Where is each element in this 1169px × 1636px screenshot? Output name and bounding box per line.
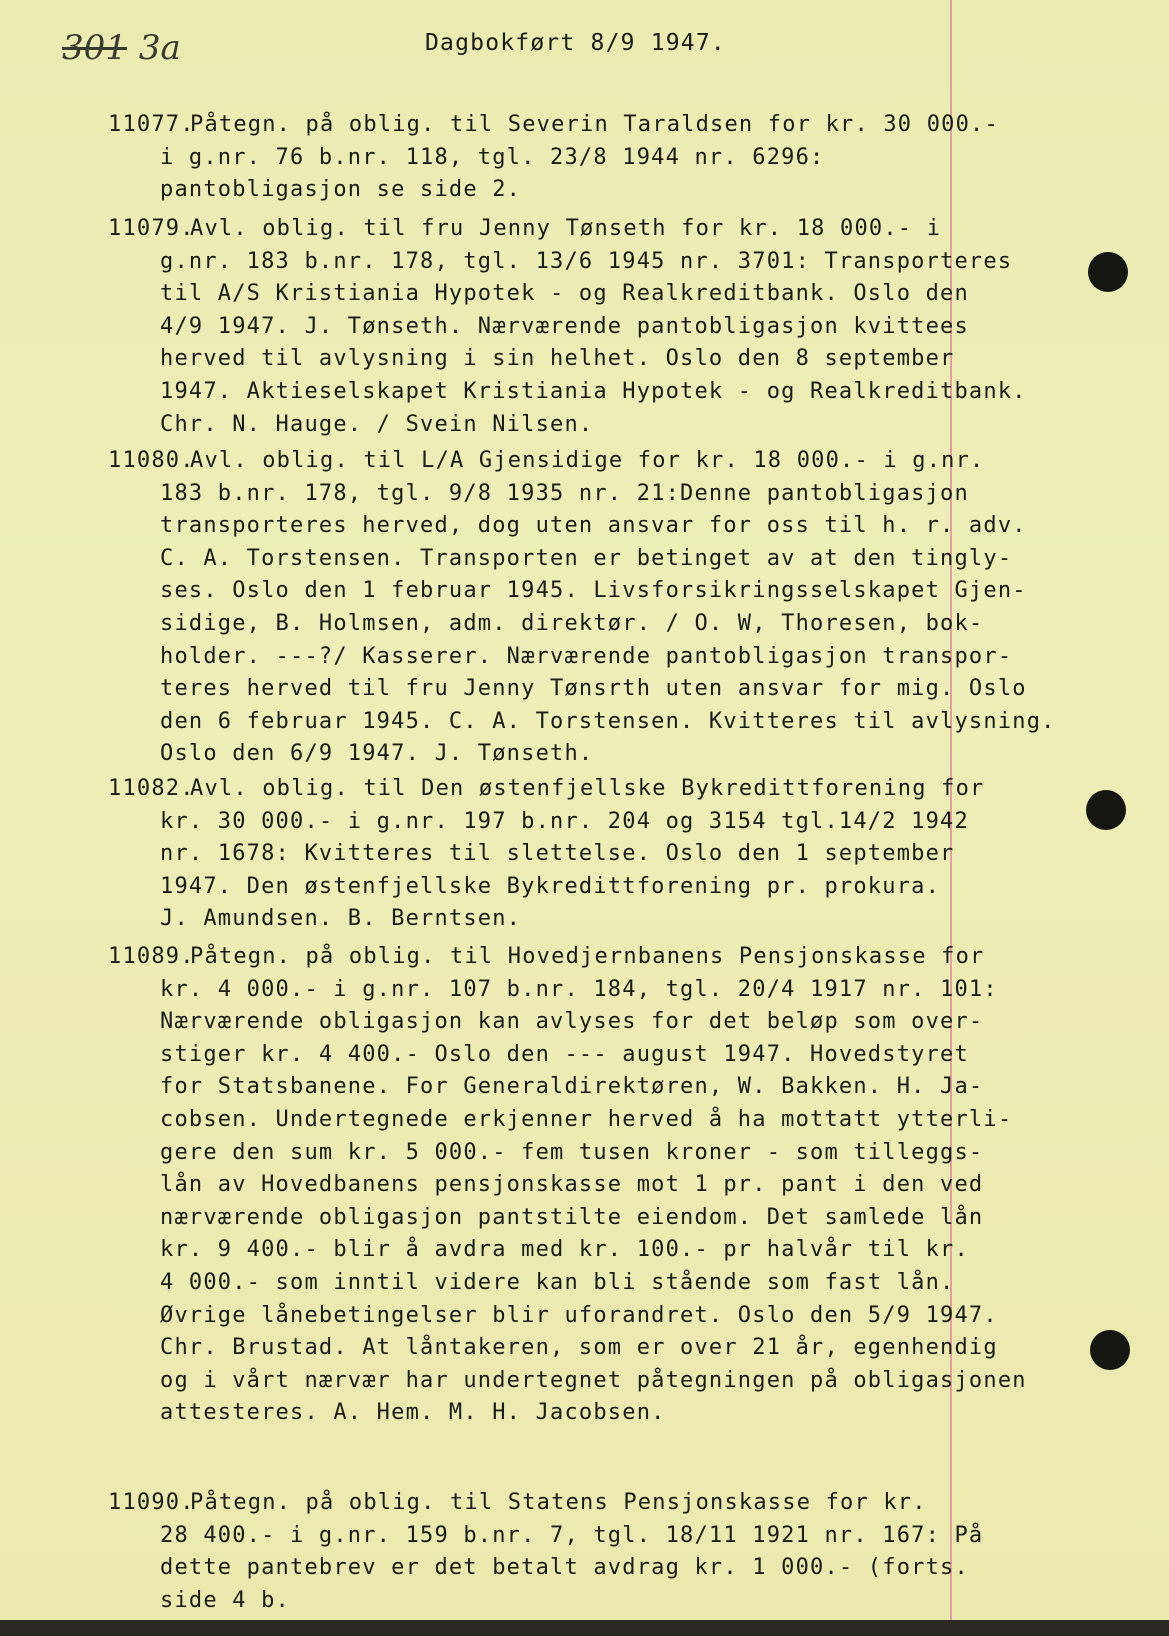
entry-text-line: Påtegn. på oblig. til Severin Taraldsen for kr. 30 000.- — [190, 112, 999, 137]
entry-text-line: stiger kr. 4 400.- Oslo den --- august 1947. Hovedstyret — [160, 1041, 969, 1067]
entry-number: 11089. — [108, 944, 195, 969]
entry-text-line: for Statsbanene. For Generaldirektøren, W. Bakken. H. Ja- — [160, 1074, 984, 1100]
punch-hole — [1088, 252, 1128, 292]
entry-text-line: cobsen. Undertegnede erkjenner herved å ha mottatt ytterli- — [160, 1107, 1013, 1132]
entry-text-line: teres herved til fru Jenny Tønsrth uten ansvar for mig. Oslo — [160, 676, 1027, 702]
entry-text-line: pantobligasjon se side 2. — [160, 177, 522, 203]
entry-text-line: C. A. Torstensen. Transporten er betinget av at den tingly- — [160, 545, 1013, 571]
entry-text-line: 4 000.- som inntil videre kan bli stående som fast lån. — [160, 1270, 955, 1295]
entry-number: 11082. — [108, 776, 195, 801]
page-number-mark — [62, 28, 181, 68]
entry-text-line: side 4 b. — [160, 1587, 291, 1613]
page-header: Dagbokført 8/9 1947. — [425, 30, 726, 56]
entry-text-line: i g.nr. 76 b.nr. 118, tgl. 23/8 1944 nr. 6296: — [160, 144, 825, 170]
entry-text-line: g.nr. 183 b.nr. 178, tgl. 13/6 1945 nr. 3701: Transporteres — [160, 248, 1013, 274]
page-label: 3a — [138, 28, 181, 68]
entry-text-line: Påtegn. på oblig. til Statens Pensjonskasse for kr. — [190, 1490, 927, 1515]
entry-text-line: Avl. oblig. til Den østenfjellske Bykredittforening for — [190, 776, 985, 801]
entry-text-line: herved til avlysning i sin helhet. Oslo den 8 september — [160, 346, 955, 372]
entry-text-line: lån av Hovedbanens pensjonskasse mot 1 pr. pant i den ved — [160, 1172, 984, 1198]
entry-text-line: kr. 30 000.- i g.nr. 197 b.nr. 204 og 3154 tgl.14/2 1942 — [160, 808, 969, 834]
entry-text-line: 1947. Aktieselskapet Kristiania Hypotek - og Realkreditbank. — [160, 379, 1027, 404]
entry-text-line: Avl. oblig. til fru Jenny Tønseth for kr. 18 000.- i — [190, 216, 942, 241]
entry-text-line: transporteres herved, dog uten ansvar for oss til h. r. adv. — [160, 513, 1027, 539]
entry-text-line: Chr. N. Hauge. / Svein Nilsen. — [160, 411, 594, 437]
punch-hole — [1086, 790, 1126, 830]
entry-text-line: gere den sum kr. 5 000.- fem tusen kroner - som tilleggs- — [160, 1139, 984, 1165]
entry-text-line: 28 400.- i g.nr. 159 b.nr. 7, tgl. 18/11 1921 nr. 167: På — [160, 1522, 984, 1548]
entry-text-line: Oslo den 6/9 1947. J. Tønseth. — [160, 741, 594, 767]
entry-text-line: til A/S Kristiania Hypotek - og Realkreditbank. Oslo den — [160, 281, 969, 307]
entry-text-line: kr. 9 400.- blir å avdra med kr. 100.- pr halvår til kr. — [160, 1237, 969, 1263]
entry-text-line: attesteres. A. Hem. M. H. Jacobsen. — [160, 1400, 666, 1426]
entry-text-line: kr. 4 000.- i g.nr. 107 b.nr. 184, tgl. 20/4 1917 nr. 101: — [160, 976, 998, 1002]
entry-text-line: 4/9 1947. J. Tønseth. Nærværende pantobligasjon kvittees — [160, 313, 969, 339]
entry-text-line: J. Amundsen. B. Berntsen. — [160, 906, 522, 932]
entry-text-line: den 6 februar 1945. C. A. Torstensen. Kvitteres til avlysning. — [160, 708, 1056, 734]
entry-text-line: Påtegn. på oblig. til Hovedjernbanens Pensjonskasse for — [190, 944, 985, 969]
entry-number: 11077. — [108, 112, 195, 137]
entry-text-line: 1947. Den østenfjellske Bykredittforening pr. prokura. — [160, 873, 941, 899]
entry-number: 11079. — [108, 216, 195, 241]
entry-text-line: sidige, B. Holmsen, adm. direktør. / O. W, Thoresen, bok- — [160, 611, 984, 636]
entry-text-line: holder. ---?/ Kasserer. Nærværende pantobligasjon transpor- — [160, 643, 1013, 669]
entry-text-line: og i vårt nærvær har undertegnet påtegningen på obligasjonen — [160, 1367, 1027, 1393]
entry-number: 11090. — [108, 1490, 195, 1515]
entry-text-line: dette pantebrev er det betalt avdrag kr. 1 000.- (forts. — [160, 1555, 969, 1581]
entry-text-line: Chr. Brustad. At låntakeren, som er over 21 år, egenhendig — [160, 1335, 998, 1361]
entry-text-line: 183 b.nr. 178, tgl. 9/8 1935 nr. 21:Denne pantobligasjon — [160, 480, 969, 506]
entry-number: 11080. — [108, 448, 195, 473]
punch-hole — [1090, 1330, 1130, 1370]
entry-text-line: Øvrige lånebetingelser blir uforandret. Oslo den 5/9 1947. — [160, 1302, 998, 1328]
entry-text-line: nr. 1678: Kvitteres til slettelse. Oslo den 1 september — [160, 841, 955, 867]
entry-text-line: Avl. oblig. til L/A Gjensidige for kr. 18 000.- i g.nr. — [190, 448, 985, 473]
struck-page-number: 301 — [62, 28, 127, 68]
entry-text-line: ses. Oslo den 1 februar 1945. Livsforsikringsselskapet Gjen- — [160, 578, 1027, 604]
entry-text-line: Nærværende obligasjon kan avlyses for det beløp som over- — [160, 1009, 984, 1035]
entry-text-line: nærværende obligasjon pantstilte eiendom. Det samlede lån — [160, 1204, 984, 1230]
